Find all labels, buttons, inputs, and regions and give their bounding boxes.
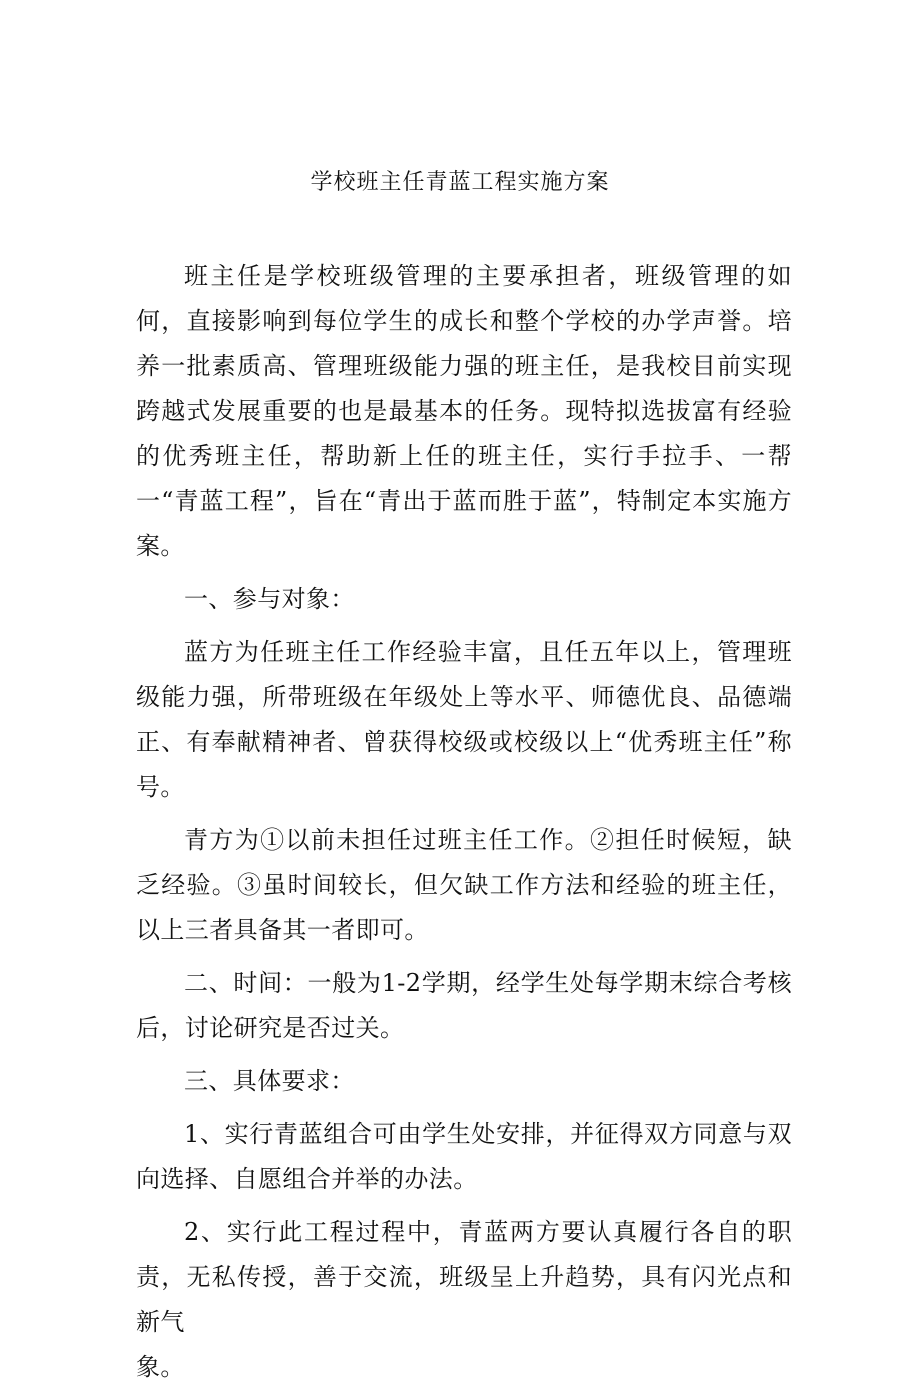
- heading-requirements: 三、具体要求：: [184, 1067, 355, 1095]
- paragraph-time: 二、时间：一般为1-2学期，经学生处每学期末综合考核后，讨论研究是否过关。: [136, 969, 792, 1042]
- paragraph-intro: 班主任是学校班级管理的主要承担者，班级管理的如何，直接影响到每位学生的成长和整个学校的办学声誉。培养一批素质高、管理班级能力强的班主任，是我校目前实现跨越式发展重要的也是最基本的任务。现特拟选拔富有经验的优秀班主任，帮助新上任的班主任，实行手拉手、一帮一“青蓝工程”，旨在“青出于蓝而胜于蓝”，特制定本实施方案。: [136, 262, 792, 560]
- document-body: [136, 254, 792, 1390]
- heading-participants: 一、参与对象：: [184, 585, 355, 613]
- paragraph-green-side: 青方为①以前未担任过班主任工作。②担任时候短，缺乏经验。③虽时间较长，但欠缺工作方法和经验的班主任，以上三者具备其一者即可。: [136, 826, 792, 944]
- paragraph-requirement-2: 2、实行此工程过程中，青蓝两方要认真履行各自的职责，无私传授，善于交流，班级呈上升趋势，具有闪光点和新气: [136, 1218, 792, 1336]
- paragraph-blue-side: 蓝方为任班主任工作经验丰富，且任五年以上，管理班级能力强，所带班级在年级处上等水平、师德优良、品德端正、有奉献精神者、曾获得校级或校级以上“优秀班主任”称号。: [136, 638, 792, 801]
- document-title: 学校班主任青蓝工程实施方案: [310, 170, 610, 195]
- paragraph-requirement-1: 1、实行青蓝组合可由学生处安排，并征得双方同意与双向选择、自愿组合并举的办法。: [136, 1120, 792, 1193]
- paragraph-requirement-2-end: 象。: [136, 1353, 185, 1381]
